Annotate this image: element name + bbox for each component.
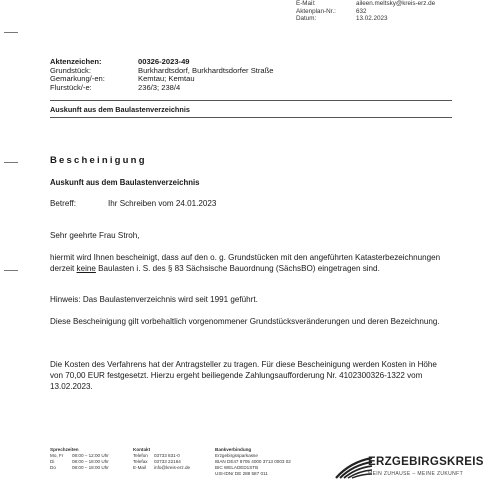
contact-value: 632	[356, 7, 367, 15]
case-label: Gemarkung/-en:	[50, 74, 105, 84]
case-block	[50, 58, 273, 92]
case-label: Flurstück/-e:	[50, 82, 92, 92]
bank-line: Erzgebirgssparkasse	[215, 453, 258, 459]
paragraph-text: hiermit wird Ihnen bescheinigt, dass auf den o. g. Grundstücken mit den angeführten Katasterbezeichnungen derzeit	[50, 253, 441, 273]
logo-wordmark: ERZGEBIRGSKREIS	[368, 456, 484, 468]
hours-row	[50, 465, 120, 471]
subject-line: Auskunft aus dem Baulastenverzeichnis	[50, 105, 190, 114]
case-label: Grundstück:	[50, 65, 91, 75]
footer-contact-label: Telefax	[133, 459, 148, 465]
betreff-label: Betreff:	[50, 199, 76, 208]
footer-contact-label: E-Mail	[133, 465, 147, 471]
fold-mark	[4, 162, 18, 163]
betreff-text: Ihr Schreiben vom 24.01.2023	[108, 199, 217, 208]
bank-line: BIC WELADED1STB	[215, 465, 259, 471]
footer-bank-title: Bankverbindung	[215, 447, 252, 452]
divider	[50, 117, 452, 118]
case-row	[50, 84, 273, 93]
paragraph-costs: Die Kosten des Verfahrens hat der Antragsteller zu tragen. Für diese Bescheinigung werden Kosten in Höhe von 70,00 EUR festgesetzt. Hierzu ergeht beiliegende Zahlungsaufforderung Nr. 4102300326-1322 vom 13.02.2023.	[50, 360, 437, 391]
paragraph-hint: Hinweis: Das Baulastenverzeichnis wird seit 1991 geführt.	[50, 295, 258, 304]
contact-label: Aktenplan-Nr.:	[296, 7, 336, 15]
bank-line: USt-IDNr DE 288 587 011	[215, 471, 268, 477]
case-value: Kemtau; Kemtau	[138, 74, 195, 84]
footer-hours-title: Sprechzeiten	[50, 447, 79, 452]
paragraph-validity: Diese Bescheinigung gilt vorbehaltlich vorgenommener Grundstücksveränderungen und deren Bezeichnung.	[50, 317, 440, 326]
hours-time: 08:00 – 18:00 Uhr	[72, 465, 109, 471]
case-value: 236/3; 238/4	[138, 82, 181, 92]
case-value: Burkhardtsdorf, Burkhardtsdorfer Straße	[138, 65, 274, 75]
letter-title: Bescheinigung	[50, 155, 147, 166]
paragraph-certification	[50, 253, 452, 275]
paragraph-text: Baulasten i. S. des § 83 Sächsische Bauordnung (SächsBO) eingetragen sind.	[95, 263, 380, 273]
aktenzeichen-value: 00326-2023-49	[138, 57, 190, 66]
fold-mark	[4, 270, 18, 271]
contact-row	[296, 15, 435, 23]
aktenzeichen-label: Aktenzeichen:	[50, 57, 102, 66]
footer-contact-value: 03733 831-0	[154, 453, 180, 459]
footer-contact-value: 03733 22164	[154, 459, 181, 465]
hours-day: Mo, Fr	[50, 453, 64, 459]
emphasis-keine: keine	[76, 263, 96, 273]
hours-time: 08:00 – 18:00 Uhr	[72, 459, 109, 465]
contact-block	[296, 0, 435, 23]
hours-day: Do	[50, 465, 56, 471]
fold-mark	[4, 32, 18, 33]
footer-contact-row	[133, 465, 208, 471]
footer-bank	[215, 447, 310, 477]
letter-subtitle: Auskunft aus dem Baulastenverzeichnis	[50, 178, 200, 187]
contact-row	[296, 0, 435, 8]
footer-contact	[133, 447, 208, 471]
footer-contact-title: Kontakt	[133, 447, 151, 452]
hours-time: 08:00 – 12:00 Uhr	[72, 453, 109, 459]
footer-contact-label: Telefon	[133, 453, 148, 459]
contact-label: Datum:	[296, 15, 317, 23]
logo-tagline: MEIN ZUHAUSE – MEINE ZUKUNFT	[368, 471, 464, 477]
bank-line: IBAN DE47 8705 4000 3713 0003 02	[215, 459, 291, 465]
contact-value: aileen.meltsky@kreis-erz.de	[356, 0, 436, 7]
district-logo	[334, 448, 484, 484]
hours-day: Di	[50, 459, 55, 465]
contact-row	[296, 8, 435, 16]
contact-value: 13.02.2023	[356, 15, 388, 23]
salutation: Sehr geehrte Frau Stroh,	[50, 231, 140, 240]
divider	[50, 100, 452, 101]
footer-hours	[50, 447, 120, 471]
footer-contact-value: info@kreis-erz.de	[154, 465, 191, 471]
contact-label: E-Mail:	[296, 0, 316, 7]
